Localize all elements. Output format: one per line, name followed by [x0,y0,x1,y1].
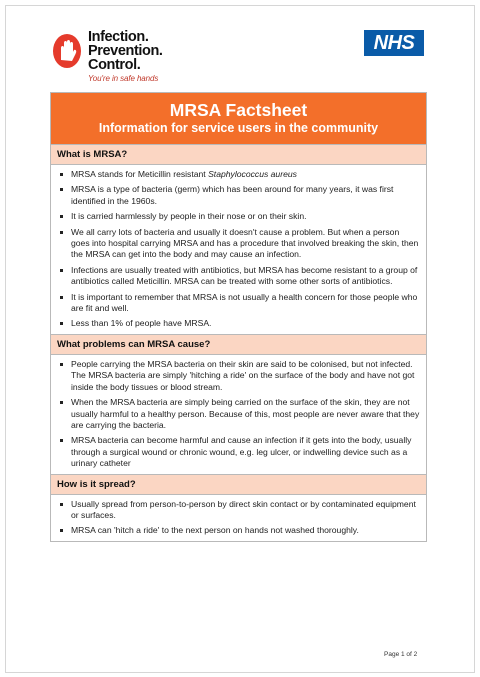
page-number: Page 1 of 2 [384,651,418,658]
factsheet-content [50,92,427,542]
list-item: MRSA is a type of bacteria (germ) which has been around for many years, it was first identified in the 1960s. [57,184,420,207]
bullet-list [51,495,426,541]
logo-line-3: Control. [88,57,141,73]
list-item: MRSA stands for Meticillin resistant Staphylococcus aureus [57,169,420,180]
page-title: MRSA Factsheet [169,100,308,120]
list-item: When the MRSA bacteria are simply being carried on the surface of the skin, they are not usually harmful to a healthy person. Because of this, most people are never aware that they are carrying the bacteria. [57,397,420,431]
list-item: Usually spread from person-to-person by direct skin contact or by contaminated equipment or surfaces. [57,499,420,522]
nhs-logo: NHS [364,30,424,56]
section-heading: What is MRSA? [51,145,426,165]
section-heading: What problems can MRSA cause? [51,335,426,355]
list-item: Less than 1% of people have MRSA. [57,318,420,329]
page-subtitle: Information for service users in the community [98,121,379,135]
section-how-spread [50,475,427,542]
hand-icon [52,32,82,70]
list-item: People carrying the MRSA bacteria on their skin are said to be colonised, but not infected. The MRSA bacteria are simply 'hitching a ride' on the surface of the body and have not got inside the body tissues or blood stream. [57,359,420,393]
list-item: MRSA bacteria can become harmful and cause an infection if it gets into the body, usually through a surgical wound or chronic wound, e.g. leg ulcer, or indwelling device such as a urinary catheter [57,435,420,469]
logo-line-1: Infection. [88,29,149,45]
list-item: Infections are usually treated with antibiotics, but MRSA has become resistant to a group of antibiotics called Meticillin. MRSA can be treated with some other sorts of antibiotics. [57,265,420,288]
list-item: It is carried harmlessly by people in their nose or on their skin. [57,211,420,222]
bullet-list [51,165,426,334]
list-item: MRSA can 'hitch a ride' to the next person on hands not washed thoroughly. [57,525,420,536]
ipc-logo [52,30,212,86]
title-banner [50,92,427,145]
section-mrsa-problems [50,335,427,475]
logo-line-2: Prevention. [88,43,163,59]
logo-tagline: You're in safe hands [88,74,159,83]
section-heading: How is it spread? [51,475,426,495]
bullet-list [51,355,426,474]
section-what-is-mrsa [50,145,427,335]
list-item: It is important to remember that MRSA is not usually a health concern for those people who are fit and well. [57,292,420,315]
list-item: We all carry lots of bacteria and usually it doesn't cause a problem. But when a person goes into hospital carrying MRSA and has a procedure that involved breaking the skin, then the MRSA can get into the body and may cause an infection. [57,227,420,261]
